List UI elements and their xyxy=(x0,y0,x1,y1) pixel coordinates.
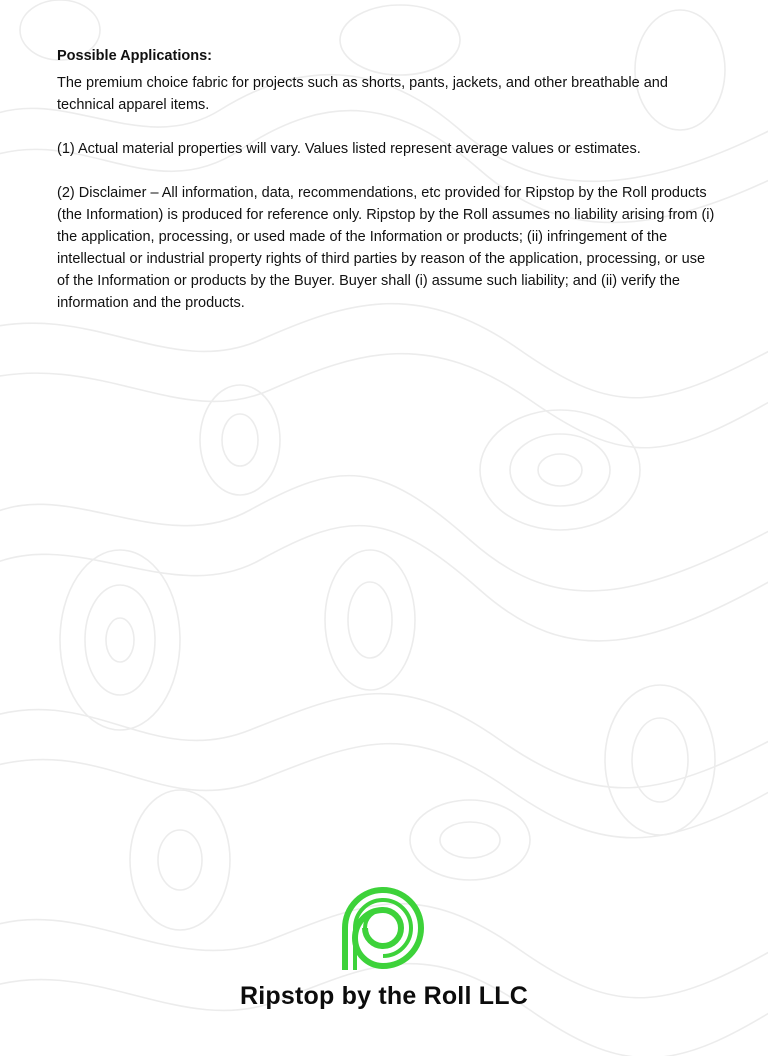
note-2-disclaimer: (2) Disclaimer – All information, data, recommendations, etc provided for Ripstop by the Roll products (the Information) is produced for reference only. Ripstop by the Roll assumes no liability arising from (i) the application, processing, or used made of the Information or products; (ii) infringement of the intellectual or industrial property rights of third parties by reason of the application, processing, or use of the Information or products by the Buyer. Buyer shall (i) assume such liability; and (ii) verify the information and the products. xyxy=(57,185,715,311)
document-body xyxy=(57,46,717,314)
applications-heading: Possible Applications: xyxy=(57,48,212,64)
rolled-fabric-p-logo-icon xyxy=(339,884,429,972)
note-1: (1) Actual material properties will vary. Values listed represent average values or estimates. xyxy=(57,141,641,157)
company-name: Ripstop by the Roll LLC xyxy=(240,982,528,1010)
applications-text: The premium choice fabric for projects such as shorts, pants, jackets, and other breathable and technical apparel items. xyxy=(57,75,668,113)
company-logo xyxy=(0,884,768,1011)
